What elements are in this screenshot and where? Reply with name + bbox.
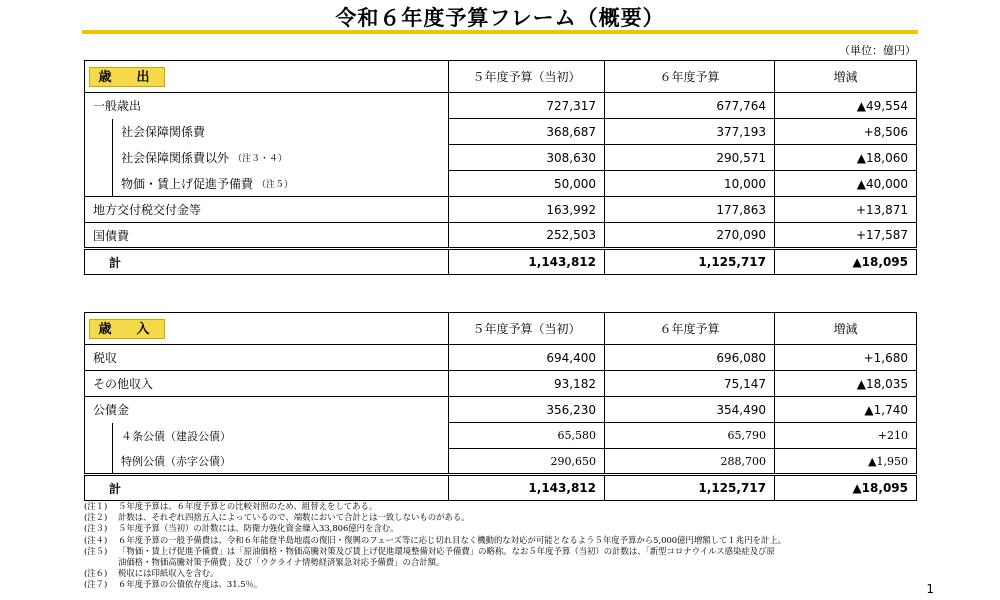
footnote-label: (注３) [84, 523, 108, 534]
value-diff: +210 [775, 423, 917, 449]
value-fy6: 677,764 [605, 93, 775, 119]
row-label: 社会保障関係費以外 [121, 151, 230, 165]
value-fy5: 694,400 [449, 345, 605, 371]
footnotes [84, 501, 916, 591]
column-diff: 増減 [775, 313, 917, 345]
table-row [85, 171, 917, 197]
table-row [85, 371, 917, 397]
page-title: 令和６年度予算フレーム（概要） [335, 6, 665, 30]
footnote [84, 546, 916, 557]
value-diff: +13,871 [775, 197, 917, 223]
row-label-group [121, 171, 293, 197]
column-diff: 増減 [775, 61, 917, 93]
footnote [84, 568, 916, 579]
value-fy5: 727,317 [449, 93, 605, 119]
total-row [85, 475, 917, 501]
value-fy6: 65,790 [605, 423, 775, 449]
value-fy5: 290,650 [449, 449, 605, 475]
table-row [85, 223, 917, 249]
total-diff: ▲18,095 [775, 249, 917, 275]
value-fy5: 65,580 [449, 423, 605, 449]
value-fy5: 50,000 [449, 171, 605, 197]
footnote [84, 512, 916, 523]
row-label: 一般歳出 [85, 93, 449, 119]
page-number: 1 [926, 582, 934, 596]
indent-bar [85, 449, 113, 474]
expenditure-heading-cell [85, 61, 449, 93]
footnote-text: 「物価・賃上げ促進予備費」は「原油価格・物価高騰対策及び賃上げ促進環境整備対応予備費」の略称。なお５年度予算（当初）の計数は、「新型コロナウイルス感染症及び原 [118, 545, 775, 556]
row-label-cell [85, 145, 449, 171]
column-fy5: ５年度予算（当初） [449, 61, 605, 93]
footnote [84, 523, 916, 534]
footnote [84, 501, 916, 512]
footnote [84, 557, 916, 568]
row-label-cell [85, 449, 449, 475]
revenue-heading-cell [85, 313, 449, 345]
footnote [84, 535, 916, 546]
value-diff: ▲40,000 [775, 171, 917, 197]
value-fy5: 368,687 [449, 119, 605, 145]
row-label-cell [85, 423, 449, 449]
expenditure-table [84, 60, 917, 275]
note-reference: （注５） [257, 179, 294, 190]
row-label-cell [85, 119, 449, 145]
footnote-label: (注１) [84, 501, 108, 511]
footnote-label: (注５) [84, 545, 108, 556]
value-fy5: 308,630 [449, 145, 605, 171]
total-fy6: 1,125,717 [605, 475, 775, 501]
footnote-label: (注７) [84, 579, 108, 590]
footnote-text: 計数は、それぞれ四捨五入によっているので、端数において合計とは一致しないものがある。 [118, 512, 470, 523]
value-fy5: 356,230 [449, 397, 605, 423]
total-fy5: 1,143,812 [449, 249, 605, 275]
value-diff: ▲18,060 [775, 145, 917, 171]
value-diff: ▲49,554 [775, 93, 917, 119]
row-label: 社会保障関係費 [121, 125, 206, 139]
revenue-table [84, 312, 917, 501]
value-diff: +8,506 [775, 119, 917, 145]
value-fy6: 288,700 [605, 449, 775, 475]
indent-bar [85, 119, 113, 145]
footnote-label: (注２) [84, 512, 108, 523]
row-label: 特例公債（赤字公債） [121, 454, 231, 468]
total-label: 計 [85, 475, 449, 501]
footnote-text: 油価格・物価高騰対策予備費」及び「ウクライナ情勢経済緊急対応予備費」の合計額。 [118, 557, 445, 568]
indent-bar [85, 171, 113, 197]
value-fy6: 377,193 [605, 119, 775, 145]
footnote-text: ６年度予算の公債依存度は、31.5％。 [118, 579, 263, 590]
row-label: 公債金 [85, 397, 449, 423]
indent-bar [85, 145, 113, 171]
value-fy6: 290,571 [605, 145, 775, 171]
total-row [85, 249, 917, 275]
row-label: 国債費 [85, 223, 449, 249]
row-label-cell [85, 171, 449, 197]
value-diff: ▲1,740 [775, 397, 917, 423]
footnote-text: ５年度予算（当初）の計数には、防衛力強化資金繰入33,806億円を含む。 [118, 523, 399, 534]
revenue-heading: 歳 入 [89, 319, 165, 339]
table-row [85, 145, 917, 171]
row-label: ４条公債（建設公債） [121, 429, 231, 443]
column-fy6: ６年度予算 [605, 313, 775, 345]
footnote-label [84, 557, 118, 568]
indent-bar [85, 423, 113, 449]
total-fy5: 1,143,812 [449, 475, 605, 501]
value-fy5: 93,182 [449, 371, 605, 397]
total-diff: ▲18,095 [775, 475, 917, 501]
value-fy6: 177,863 [605, 197, 775, 223]
total-fy6: 1,125,717 [605, 249, 775, 275]
value-diff: +1,680 [775, 345, 917, 371]
value-diff: +17,587 [775, 223, 917, 249]
value-fy6: 354,490 [605, 397, 775, 423]
value-diff: ▲18,035 [775, 371, 917, 397]
row-label: 税収 [85, 345, 449, 371]
table-row [85, 93, 917, 119]
value-fy6: 696,080 [605, 345, 775, 371]
title-underline [82, 30, 918, 34]
footnote-text: 税収には印紙収入を含む。 [118, 568, 219, 579]
table-row [85, 449, 917, 475]
expenditure-header-row [85, 61, 917, 93]
table-row [85, 345, 917, 371]
table-row [85, 397, 917, 423]
row-label: 地方交付税交付金等 [85, 197, 449, 223]
footnote-label: (注４) [84, 534, 108, 545]
value-fy6: 10,000 [605, 171, 775, 197]
table-row [85, 423, 917, 449]
value-fy6: 75,147 [605, 371, 775, 397]
note-reference: （注３・４） [233, 154, 288, 164]
column-fy5: ５年度予算（当初） [449, 313, 605, 345]
column-fy6: ６年度予算 [605, 61, 775, 93]
value-fy5: 252,503 [449, 223, 605, 249]
value-fy6: 270,090 [605, 223, 775, 249]
footnote-text: ６年度予算の一般予備費は、令和６年能登半島地震の復旧・復興のフェーズ等に応じ切れ目なく機動的な対応が可能となるよう５年度予算から5,000億円増額して１兆円を計上。 [118, 534, 787, 545]
value-fy5: 163,992 [449, 197, 605, 223]
revenue-header-row [85, 313, 917, 345]
unit-label: （単位：億円） [839, 44, 916, 57]
row-label: 物価・賃上げ促進予備費 [121, 176, 254, 191]
footnote-text: ５年度予算は、６年度予算との比較対照のため、組替えをしてある。 [118, 501, 378, 511]
row-label: その他収入 [85, 371, 449, 397]
row-label-group [121, 145, 287, 171]
footnote-label: (注６) [84, 568, 108, 579]
expenditure-heading: 歳 出 [89, 67, 165, 87]
table-row [85, 119, 917, 145]
table-row [85, 197, 917, 223]
value-diff: ▲1,950 [775, 449, 917, 475]
total-label: 計 [85, 249, 449, 275]
footnote [84, 579, 916, 590]
